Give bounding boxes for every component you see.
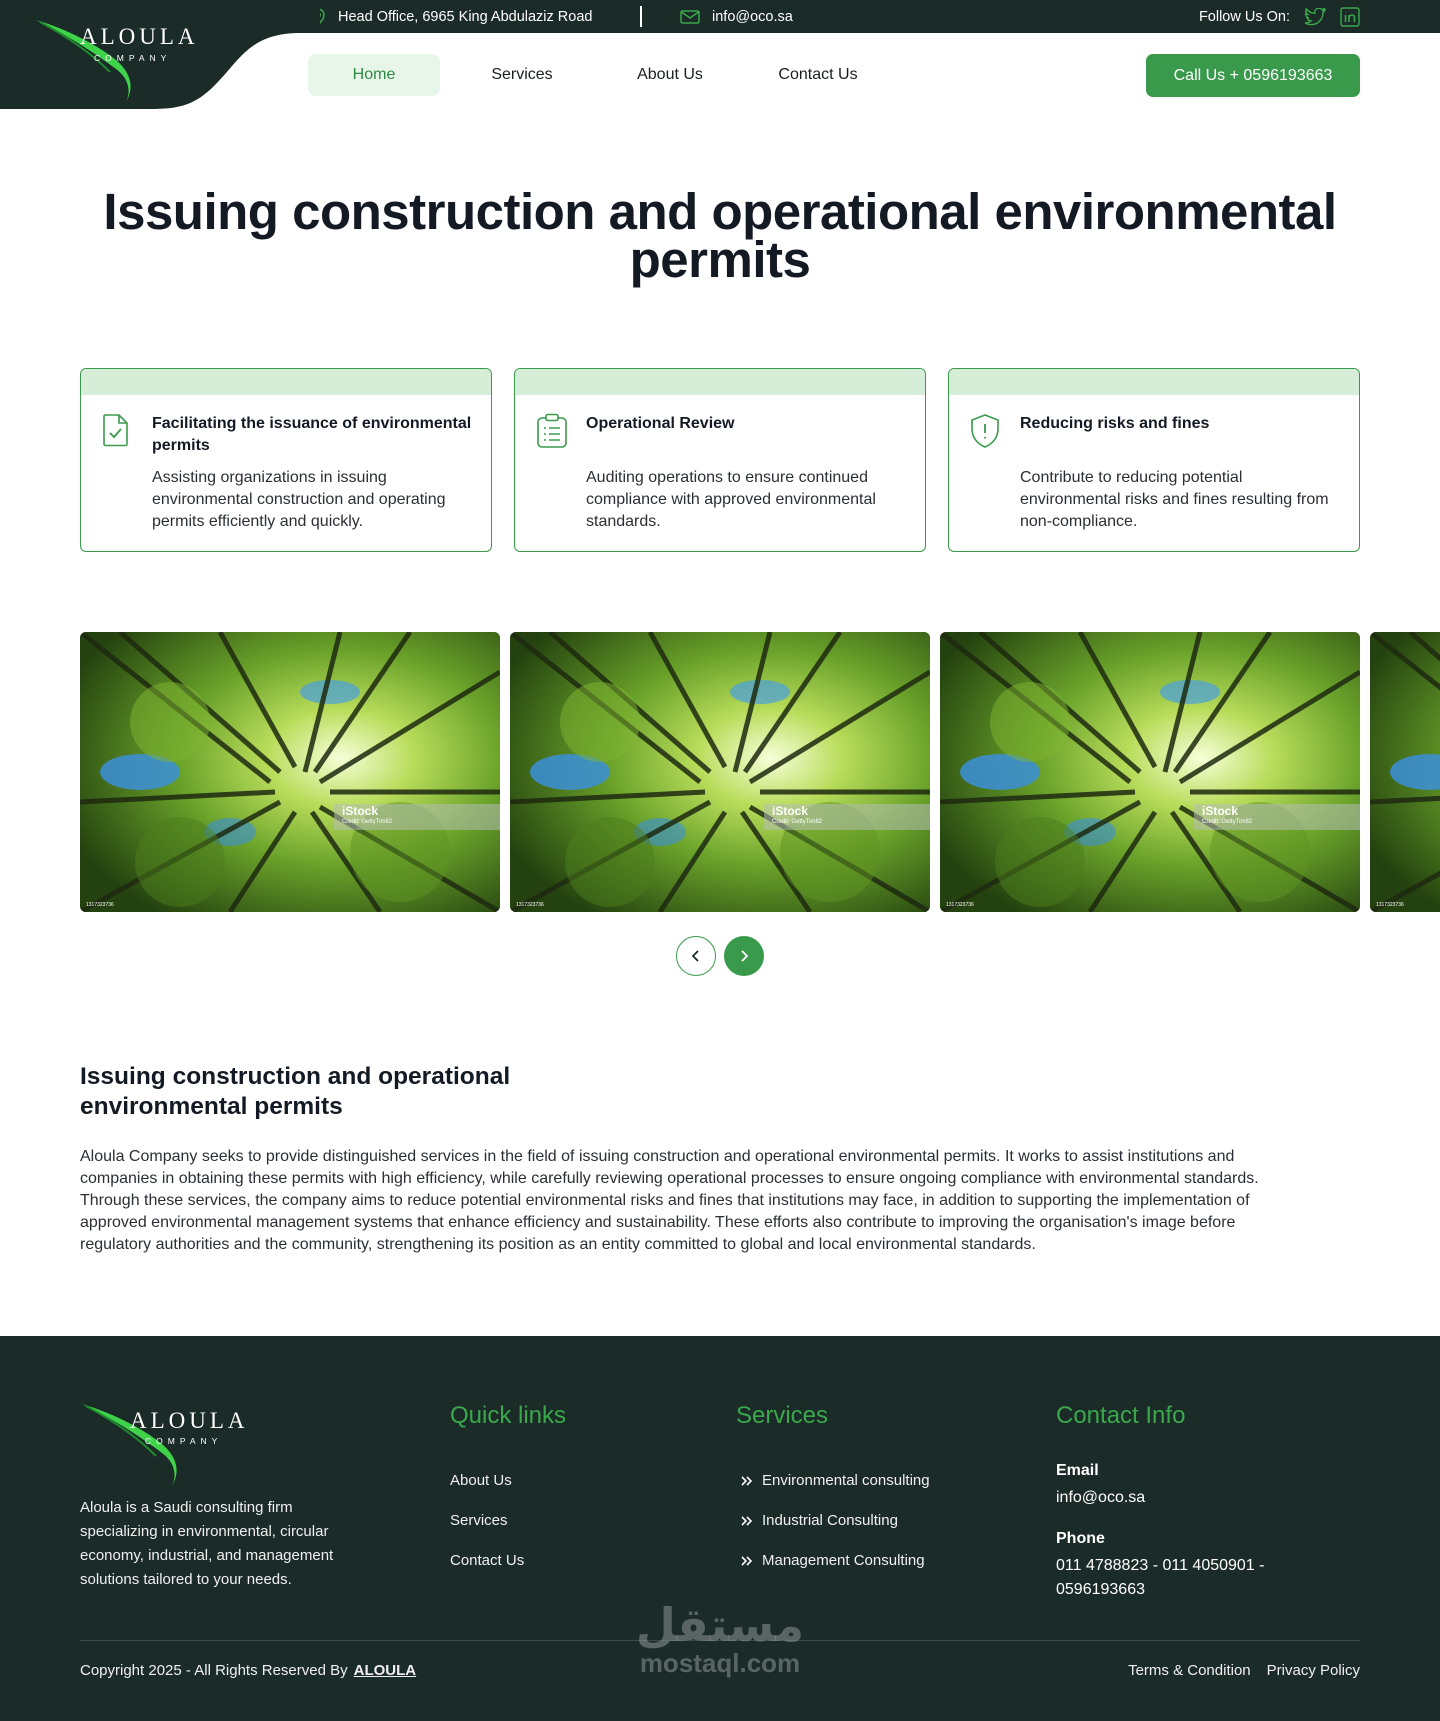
feature-cards <box>80 368 1360 552</box>
image-carousel[interactable] <box>80 632 1440 912</box>
twitter-icon[interactable] <box>1304 8 1326 26</box>
copyright <box>80 1662 416 1679</box>
chevron-right-icon <box>738 950 750 962</box>
privacy-link[interactable]: Privacy Policy <box>1266 1662 1360 1679</box>
footer-link-services[interactable]: Services <box>450 1512 508 1529</box>
chevron-left-icon <box>690 950 702 962</box>
services-heading: Services <box>736 1402 829 1429</box>
card-band <box>81 369 491 395</box>
double-chevron-right-icon <box>740 1555 754 1567</box>
topbar-divider <box>640 6 642 27</box>
card-band <box>949 369 1359 395</box>
clipboard-list-icon <box>535 413 569 454</box>
footer-link-contact-us[interactable]: Contact Us <box>450 1552 525 1569</box>
forest-canopy-image <box>80 632 500 912</box>
watermark-arabic: مستقل <box>635 1599 805 1651</box>
brand-subtitle: COMPANY <box>145 1436 223 1446</box>
card-text: Contribute to reducing potential environmental risks and fines resulting from non-compliance. <box>1020 469 1329 530</box>
footer-phone[interactable]: 011 4788823 - 011 4050901 - 0596193663 <box>1056 1557 1265 1598</box>
nav-about-us[interactable]: About Us <box>637 66 703 83</box>
copyright-text: Copyright 2025 - All Rights Reserved By <box>80 1662 348 1679</box>
header-logo[interactable] <box>36 14 206 104</box>
card-title: Facilitating the issuance of environmental permits <box>152 415 472 454</box>
section-body: Aloula Company seeks to provide distinguished services in the field of issuing construction and operational environmental permits. It works to assist institutions and companies in obtaining these permits with high efficiency, while carefully reviewing operational processes to ensure ongoing compliance with environmental standards. Through these services, the company aims to reduce potential environmental risks and fines that institutions may face, in addition to supporting the implementation of approved environmental management systems that enhance efficiency and sustainability. These efforts also contribute to improving the organisation's image before regulatory authorities and the community, strengthening its position as an entity committed to global and local environmental standards. <box>80 1148 1259 1253</box>
mostaql-watermark <box>630 1600 810 1676</box>
terms-link[interactable]: Terms & Condition <box>1128 1662 1251 1679</box>
double-chevron-right-icon <box>740 1515 754 1527</box>
card-title: Operational Review <box>586 415 735 432</box>
feature-card <box>514 368 926 552</box>
phone-label: Phone <box>1056 1530 1105 1547</box>
email-text[interactable]: info@oco.sa <box>712 8 793 25</box>
quick-links-heading: Quick links <box>450 1402 567 1429</box>
follow-label: Follow Us On: <box>1198 8 1290 25</box>
service-label: Environmental consulting <box>762 1472 930 1489</box>
footer-service-management[interactable] <box>740 1552 925 1569</box>
section-heading: Issuing construction and operational environmental permits <box>80 1063 511 1120</box>
service-label: Industrial Consulting <box>762 1512 898 1529</box>
brand-name: ALOULA <box>80 24 199 49</box>
stock-id: 1317323736 <box>516 902 544 908</box>
address-info <box>310 0 592 33</box>
nav-contact-us[interactable]: Contact Us <box>778 66 858 83</box>
nav-services[interactable]: Services <box>491 66 553 83</box>
card-title: Reducing risks and fines <box>1020 415 1210 432</box>
forest-canopy-image <box>510 632 930 912</box>
istock-watermark: iStock Credit: GettyTim82 <box>1194 804 1360 830</box>
social-follow <box>1199 0 1440 33</box>
legal-links <box>1112 1662 1360 1679</box>
double-chevron-right-icon <box>740 1475 754 1487</box>
stock-id: 1317323736 <box>1376 902 1404 908</box>
shield-alert-icon <box>969 413 1001 454</box>
carousel-next-button[interactable] <box>724 936 764 976</box>
forest-canopy-image <box>1370 632 1440 912</box>
istock-watermark: iStock Credit: GettyTim82 <box>764 804 930 830</box>
brand-subtitle: COMPANY <box>94 53 172 63</box>
card-text: Assisting organizations in issuing environmental construction and operating permits efficiently and quickly. <box>152 469 446 530</box>
service-label: Management Consulting <box>762 1552 925 1569</box>
call-us-button[interactable]: Call Us + 0596193663 <box>1146 54 1360 97</box>
email-label: Email <box>1056 1462 1099 1479</box>
footer-email[interactable]: info@oco.sa <box>1056 1489 1146 1506</box>
footer-about-text: Aloula is a Saudi consulting firm specializing in environmental, circular economy, industrial, and management solutions tailored to your needs. <box>80 1499 334 1588</box>
istock-watermark: iStock Credit: GettyTim82 <box>334 804 500 830</box>
linkedin-icon[interactable] <box>1340 7 1360 27</box>
forest-canopy-image <box>940 632 1360 912</box>
footer-logo[interactable] <box>82 1398 252 1488</box>
email-info[interactable] <box>680 0 793 33</box>
feature-card <box>948 368 1360 552</box>
stock-id: 1317323736 <box>946 902 974 908</box>
watermark-latin: mostaql.com <box>639 1648 801 1678</box>
carousel-prev-button[interactable] <box>676 936 716 976</box>
card-text: Auditing operations to ensure continued compliance with approved environmental standards. <box>586 469 876 530</box>
main-nav <box>308 54 900 96</box>
footer-service-environmental[interactable] <box>740 1472 930 1489</box>
file-check-icon <box>101 413 131 452</box>
footer-service-industrial[interactable] <box>740 1512 898 1529</box>
feature-card <box>80 368 492 552</box>
address-text: Head Office, 6965 King Abdulaziz Road <box>338 8 593 25</box>
mail-icon <box>680 10 700 24</box>
copyright-brand-link[interactable]: ALOULA <box>353 1662 417 1679</box>
stock-id: 1317323736 <box>86 902 114 908</box>
contact-info-heading: Contact Info <box>1056 1402 1186 1429</box>
card-band <box>515 369 925 395</box>
brand-name: ALOULA <box>130 1408 249 1433</box>
carousel-controls <box>676 936 772 976</box>
page-title: Issuing construction and operational environmental permits <box>103 183 1337 288</box>
footer-link-about-us[interactable]: About Us <box>450 1472 512 1489</box>
nav-home[interactable]: Home <box>308 54 440 96</box>
